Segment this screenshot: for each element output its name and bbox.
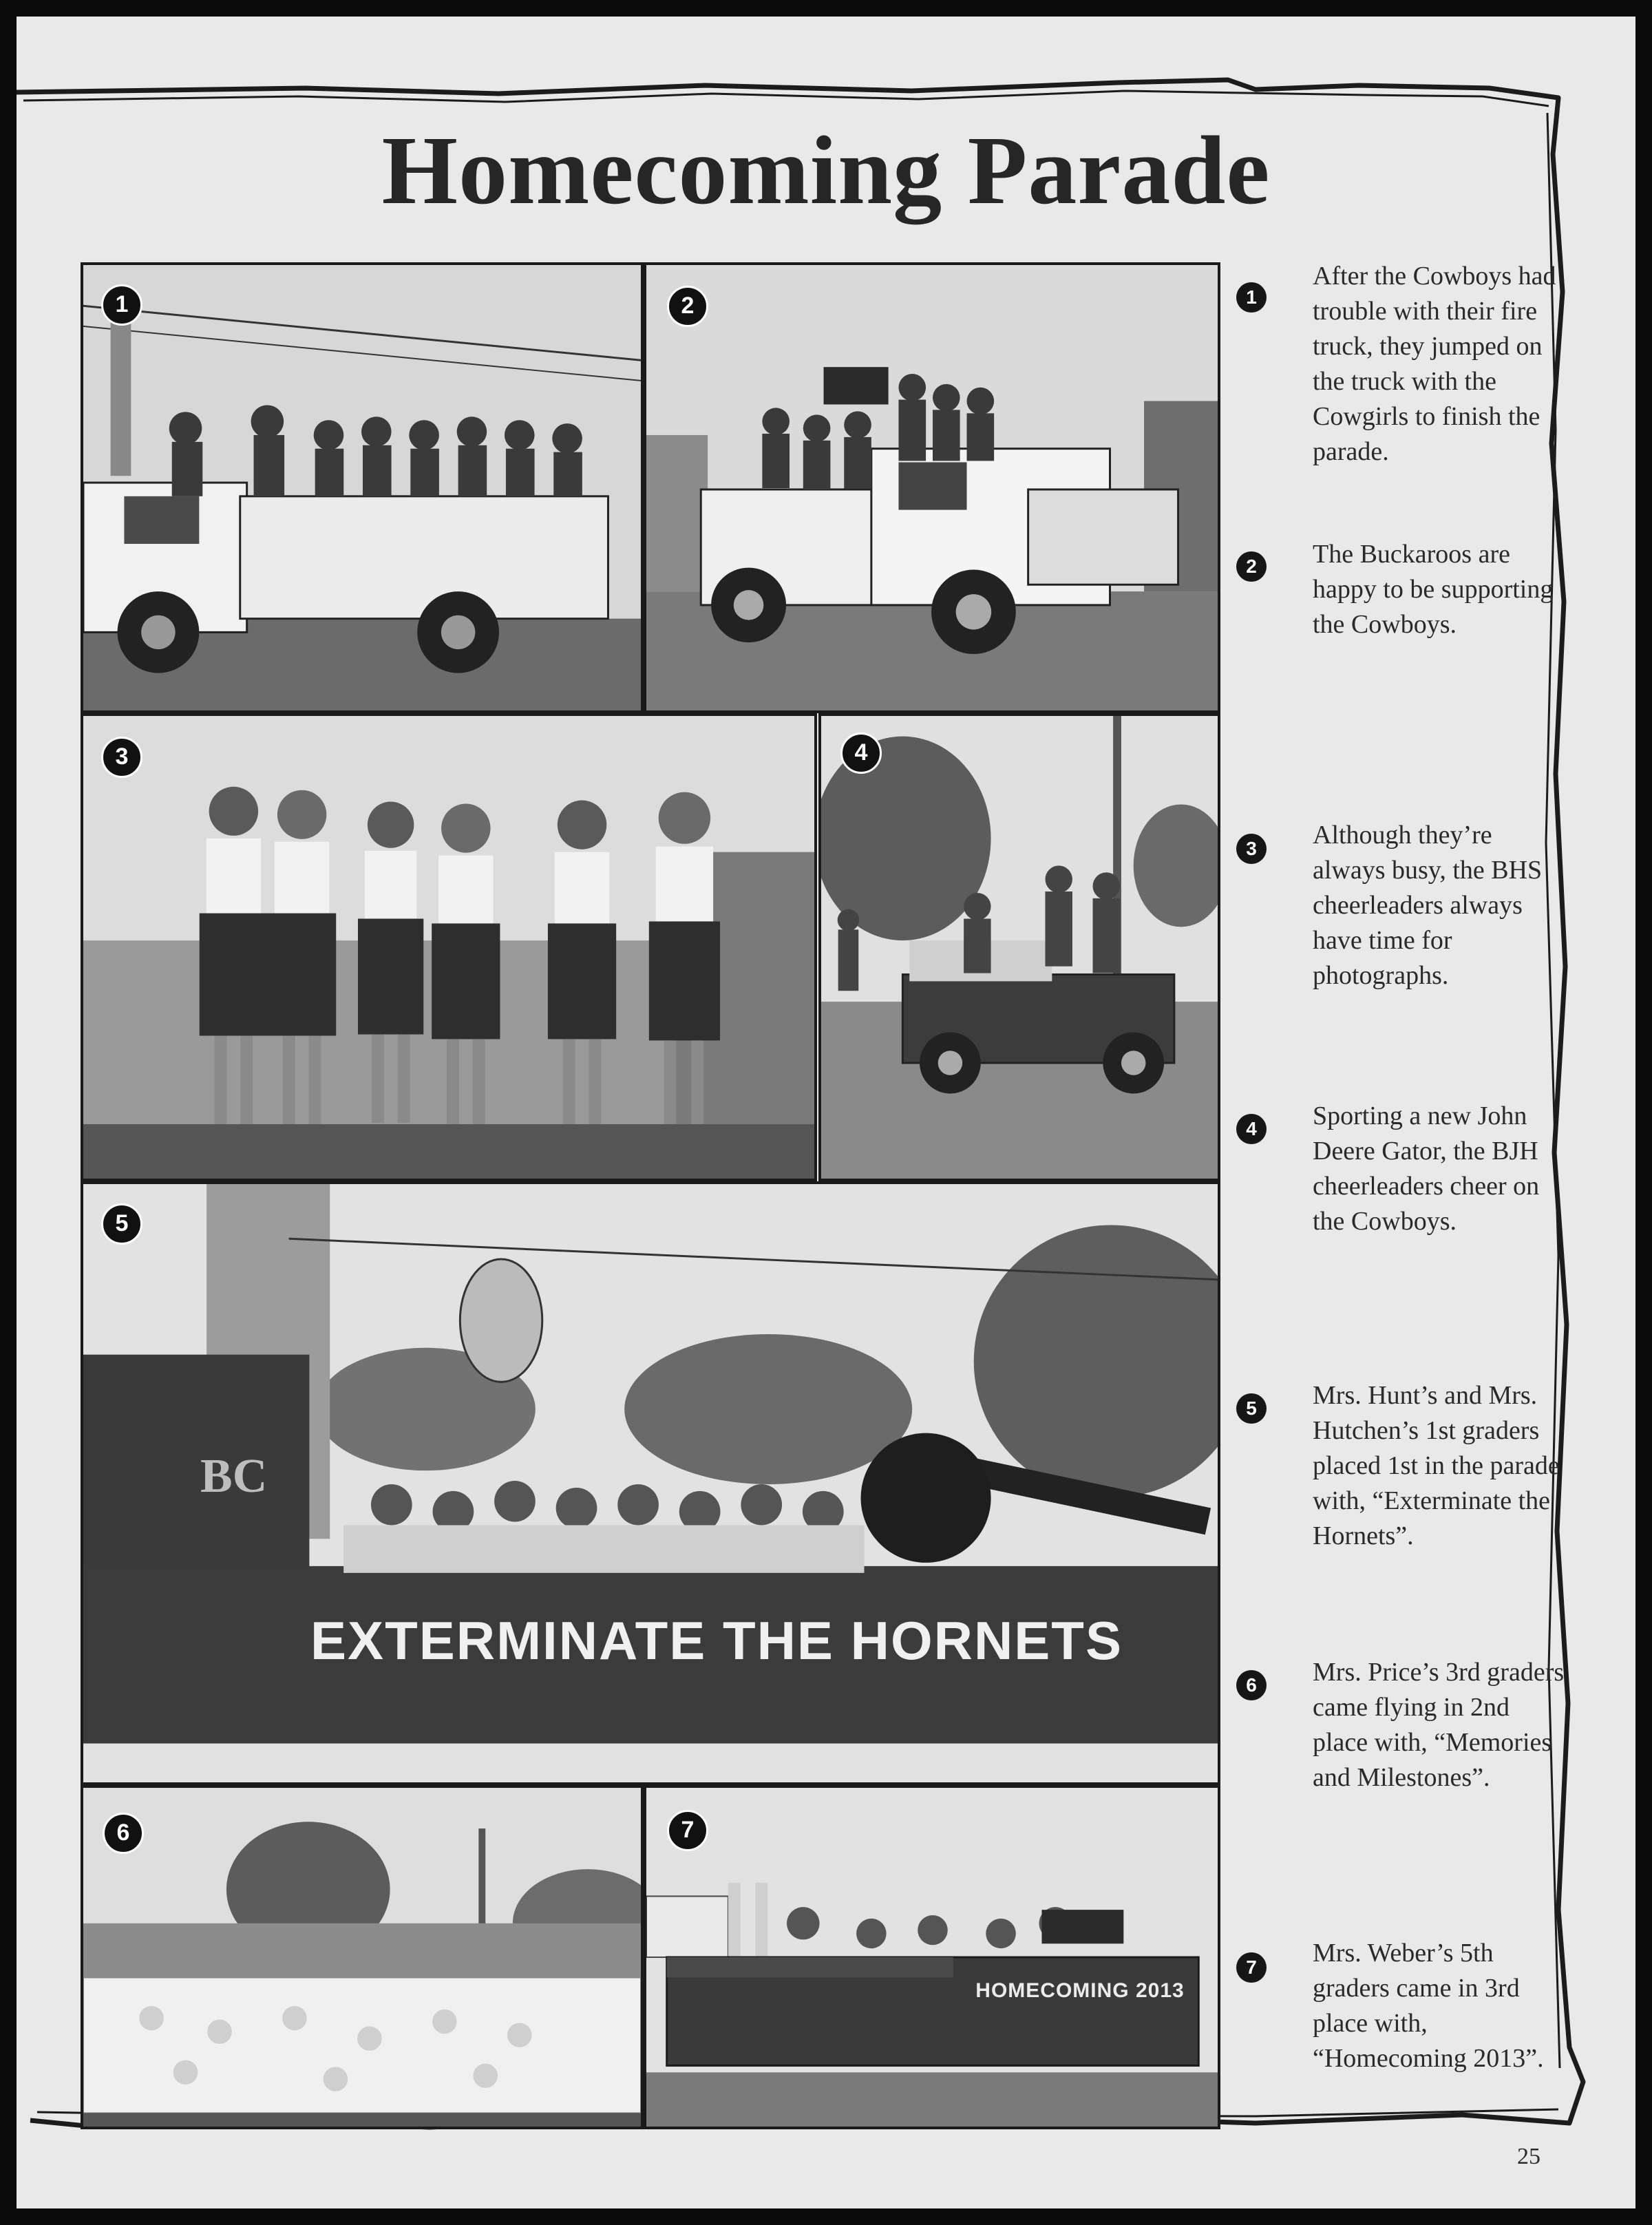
caption-number-2: 2 [1236, 551, 1267, 582]
photo-1 [81, 262, 644, 713]
float-side-logo: BC [200, 1450, 268, 1503]
photo-number-badge: 7 [667, 1810, 708, 1851]
caption-number-3: 3 [1236, 834, 1267, 864]
caption-5: Mrs. Hunt’s and Mrs. Hutchen’s 1st graders placed 1st in the parade with, “Exterminate the Hornets”. [1313, 1381, 1560, 1550]
fire-truck-photo [83, 265, 641, 710]
float-banner-text: EXTERMINATE THE HORNETS [310, 1610, 1123, 1671]
photo-number-badge: 1 [101, 284, 142, 326]
photo-number-badge: 3 [101, 737, 142, 778]
caption-number-6: 6 [1236, 1670, 1267, 1700]
photo-number-badge: 6 [103, 1813, 144, 1854]
photo-2 [644, 262, 1220, 713]
gator-vehicle-photo [821, 716, 1218, 1179]
cheerleaders-photo [83, 716, 814, 1179]
float-banner-text: HOMECOMING 2013 [975, 1979, 1185, 2002]
photo-6 [81, 1785, 644, 2129]
page-number: 25 [1517, 2144, 1540, 2169]
caption-4: Sporting a new John Deere Gator, the BJH cheerleaders cheer on the Cowboys. [1313, 1101, 1540, 1236]
caption-number-7: 7 [1236, 1952, 1267, 1983]
photo-number-badge: 4 [840, 732, 882, 774]
caption-6: Mrs. Price’s 3rd graders came flying in 2nd place with, “Memories and Milestones”. [1313, 1658, 1565, 1792]
photo-5 [81, 1181, 1220, 1785]
caption-3: Although they’re always busy, the BHS cheerleaders always have time for photographs. [1313, 821, 1543, 990]
caption-number-5: 5 [1236, 1393, 1267, 1424]
photo-4 [818, 713, 1220, 1181]
parade-float-photo [83, 1788, 641, 2127]
photo-7 [644, 1785, 1220, 2129]
caption-number-1: 1 [1236, 282, 1267, 313]
photo-3 [81, 713, 817, 1181]
photo-number-badge: 5 [101, 1203, 142, 1245]
caption-7: Mrs. Weber’s 5th graders came in 3rd place with, “Homecoming 2013”. [1313, 1939, 1544, 2073]
parade-float-photo [646, 1788, 1218, 2127]
fire-truck-photo [646, 265, 1218, 710]
caption-2: The Buckaroos are happy to be supporting the Cowboys. [1313, 540, 1554, 639]
caption-1: After the Cowboys had trouble with their fire truck, they jumped on the truck with the Cowgirls to finish the parade. [1313, 262, 1556, 466]
page-title: Homecoming Parade [381, 116, 1271, 224]
yearbook-page [17, 17, 1635, 2208]
caption-number-4: 4 [1236, 1114, 1267, 1144]
photo-number-badge: 2 [667, 286, 708, 327]
